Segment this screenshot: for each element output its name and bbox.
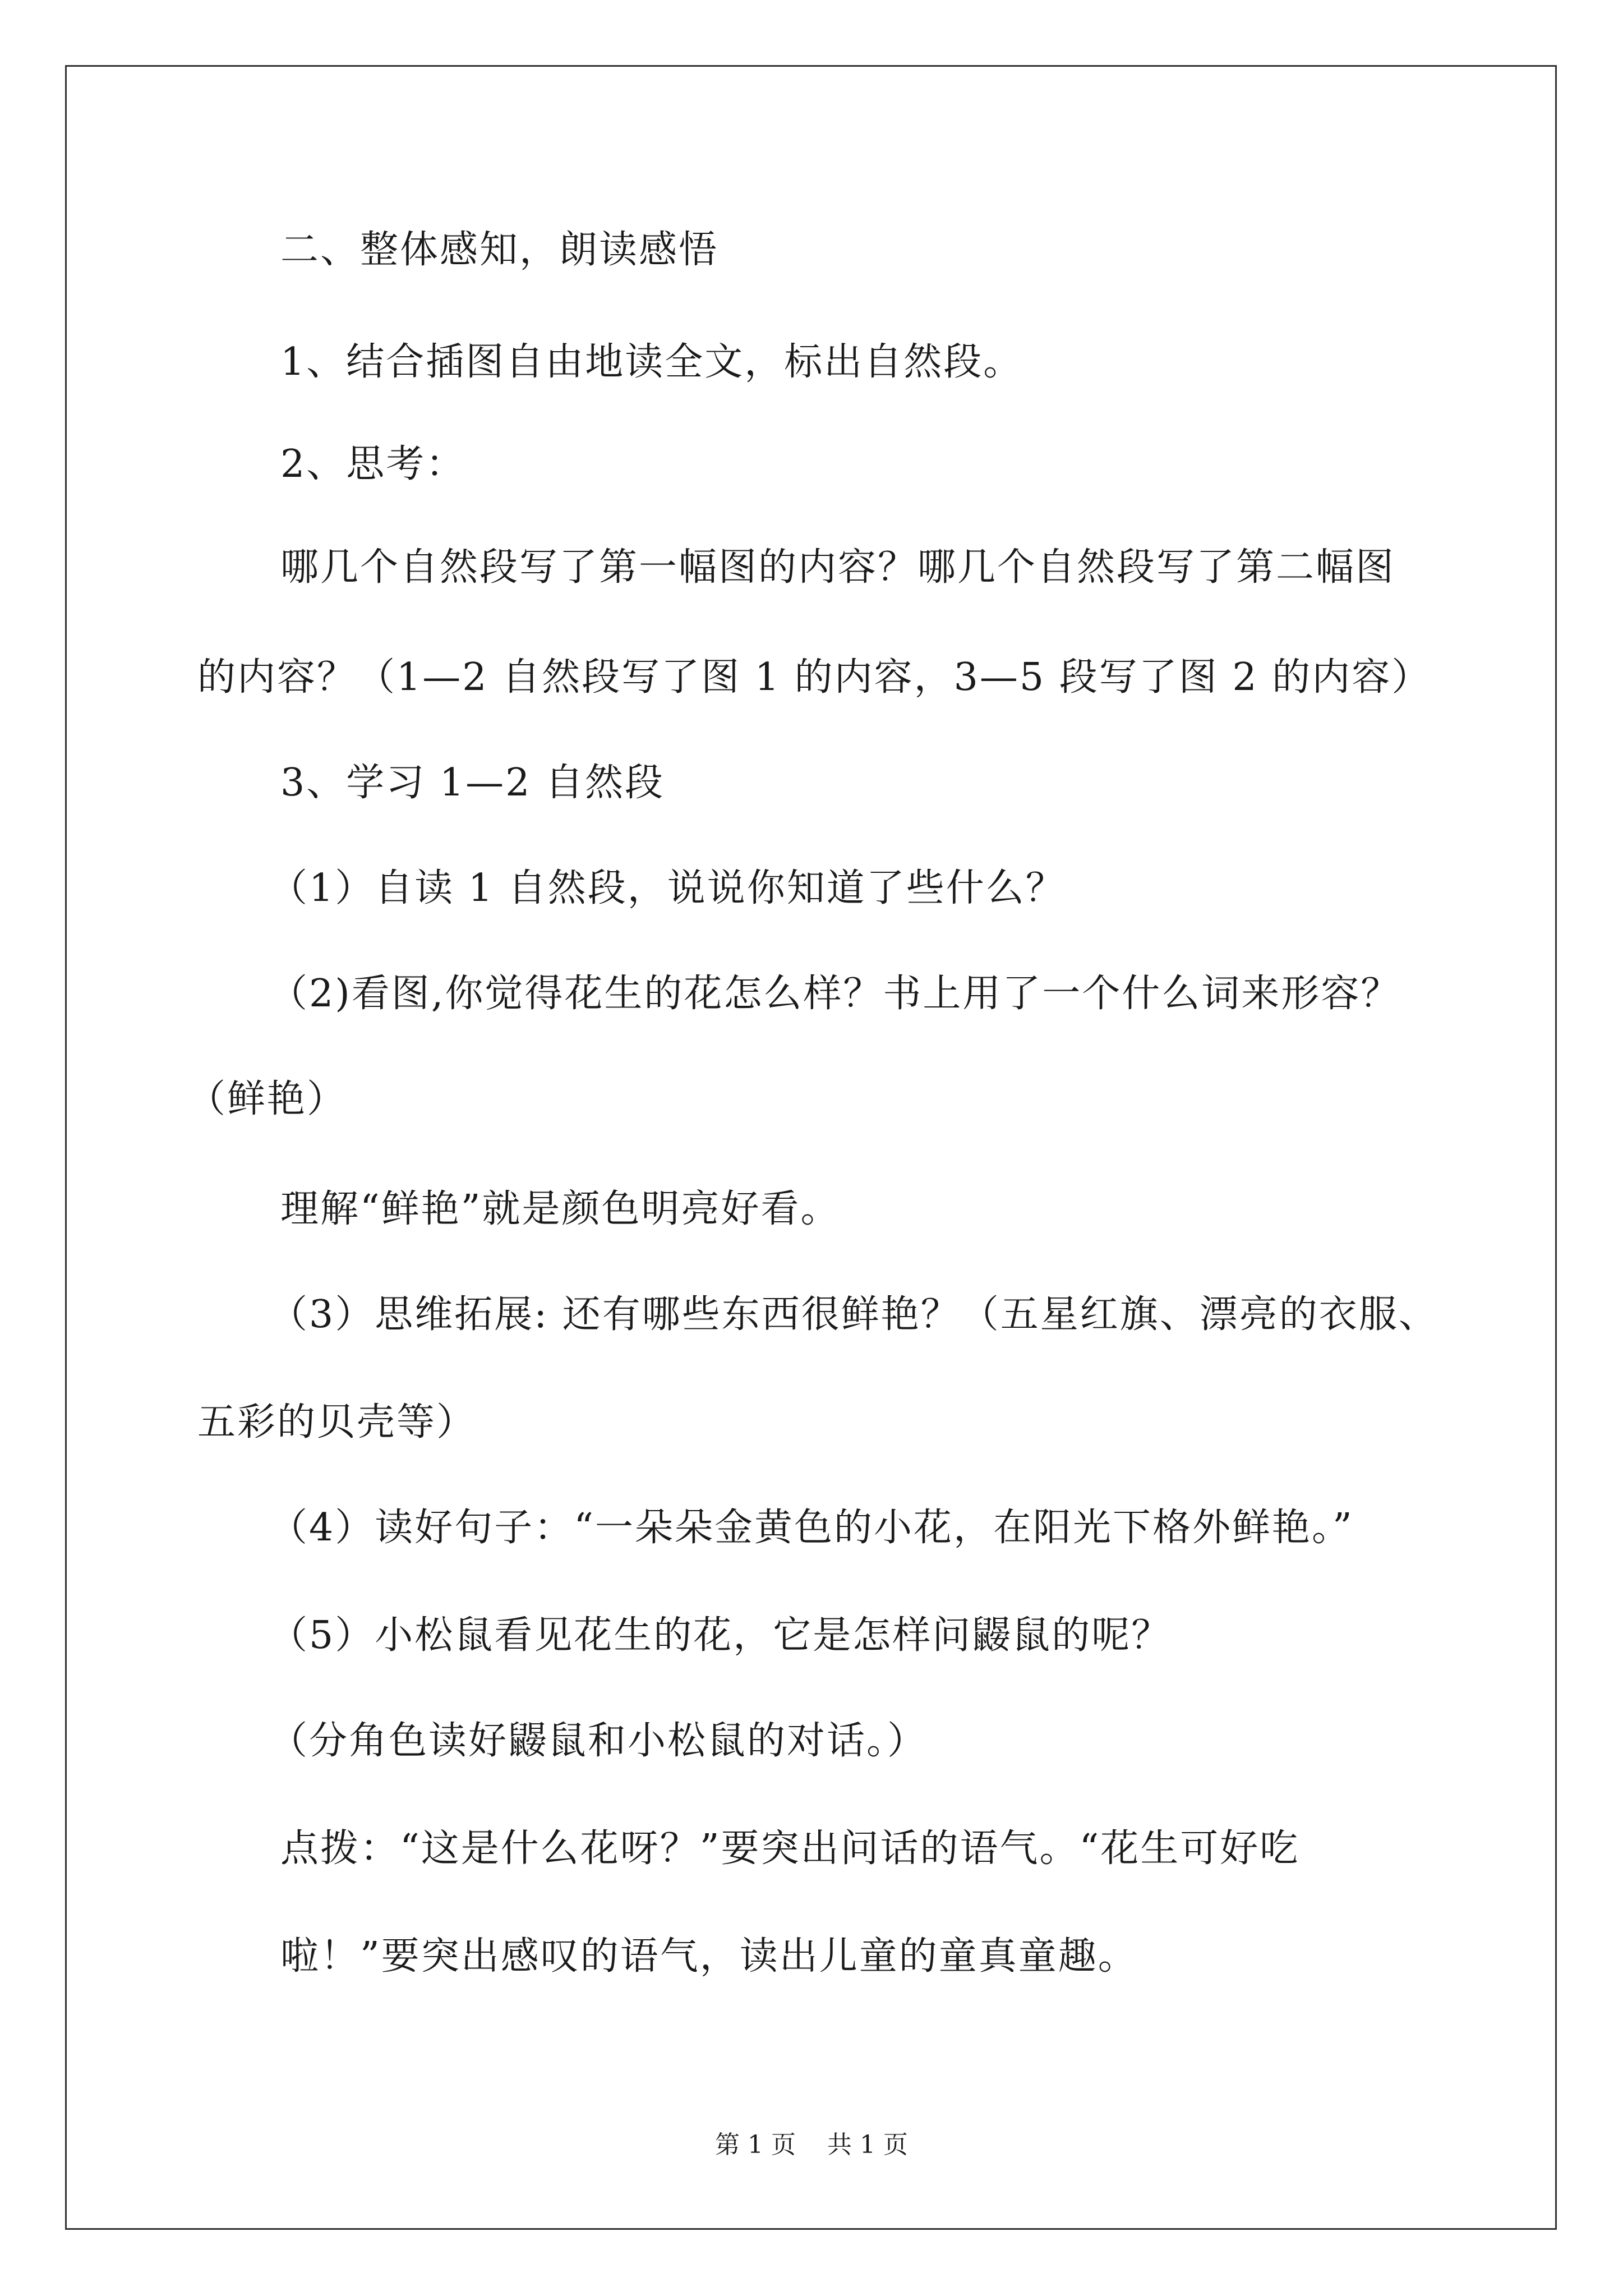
page-frame bbox=[65, 65, 1557, 2230]
page-footer: 第 1 页 共 1 页 bbox=[715, 2131, 908, 2159]
sub-item-3: （3）思维拓展: 还有哪些东西很鲜艳？（五星红旗、漂亮的衣服、 bbox=[269, 1292, 1438, 1337]
question-line-1: 哪几个自然段写了第一幅图的内容？哪几个自然段写了第二幅图 bbox=[280, 545, 1396, 590]
step-1: 1、结合插图自由地读全文，标出自然段。 bbox=[280, 340, 1023, 384]
sub-item-3-cont: 五彩的贝壳等） bbox=[197, 1400, 477, 1444]
guidance-line-1: 点拨：“这是什么花呀？”要突出问话的语气。“花生可好吃 bbox=[280, 1826, 1300, 1871]
sub-item-1: （1）自读 1 自然段，说说你知道了些什么？ bbox=[269, 866, 1066, 910]
explanation: 理解“鲜艳”就是颜色明亮好看。 bbox=[280, 1187, 841, 1231]
sub-item-5: （5）小松鼠看见花生的花，它是怎样问鼹鼠的呢？ bbox=[269, 1613, 1172, 1658]
sub-item-4: （4）读好句子：“一朵朵金黄色的小花，在阳光下格外鲜艳。” bbox=[269, 1506, 1354, 1550]
role-reading: （分角色读好鼹鼠和小松鼠的对话。） bbox=[269, 1719, 928, 1763]
guidance-line-2: 啦！”要突出感叹的语气，读出儿童的童真童趣。 bbox=[280, 1934, 1138, 1978]
sub-item-2-answer: （鲜艳） bbox=[187, 1077, 347, 1121]
section-heading: 二、整体感知，朗读感悟 bbox=[280, 228, 719, 272]
step-2: 2、思考： bbox=[280, 442, 466, 486]
step-3: 3、学习 1—2 自然段 bbox=[280, 761, 665, 805]
sub-item-2: （2)看图,你觉得花生的花怎么样？书上用了一个什么词来形容？ bbox=[269, 972, 1401, 1016]
question-line-2: 的内容？（1—2 自然段写了图 1 的内容，3—5 段写了图 2 的内容） bbox=[197, 655, 1432, 700]
